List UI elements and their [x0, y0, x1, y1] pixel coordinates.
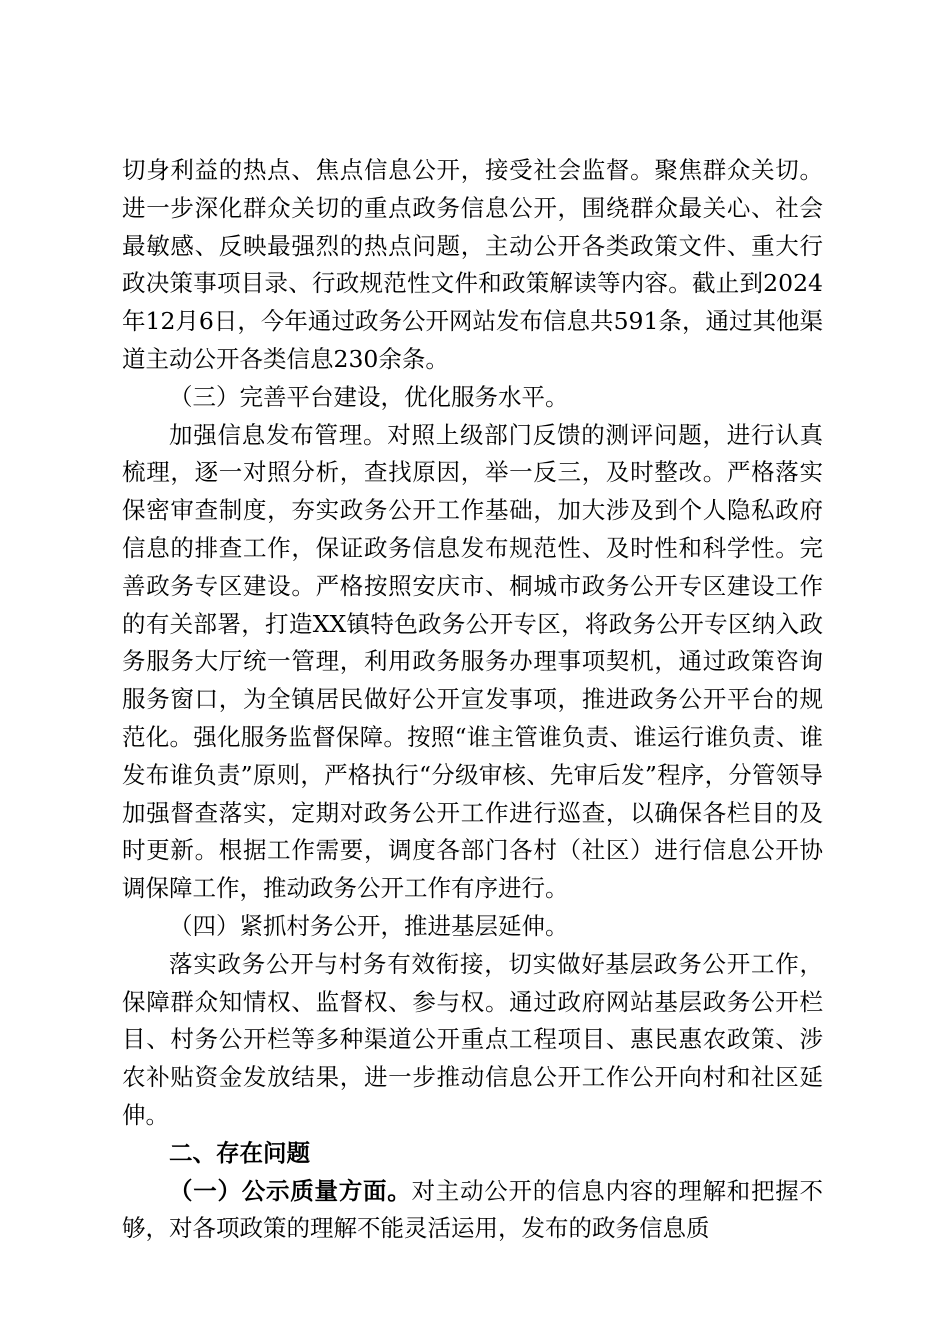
section-heading-2: 二、存在问题 — [169, 1138, 310, 1167]
subsection-heading-4: （四）紧抓村务公开，推进基层延伸。 — [169, 911, 569, 940]
body-paragraph: 切身利益的热点、焦点信息公开，接受社会监督。聚焦群众关切。进一步深化群众关切的重点政务信息公开，围绕群众最关心、社会最敏感、反映最强烈的热点问题，主动公开各类政策文件、重大行政决策事项目录、行政规范性文件和政策解读等内容。截止到2024年12月6日，今年通过政务公开网站发布信息共591条，通过其他渠道主动公开各类信息230余条。 — [122, 156, 823, 373]
body-paragraph: 加强信息发布管理。对照上级部门反馈的测评问题，进行认真梳理，逐一对照分析，查找原因，举一反三，及时整改。严格落实保密审查制度，夯实政务公开工作基础，加大涉及到个人隐私政府信息的排查工作，保证政务信息发布规范性、及时性和科学性。完善政务专区建设。严格按照安庆市、桐城市政务公开专区建设工作的有关部署，打造XX镇特色政务公开专区，将政务公开专区纳入政务服务大厅统一管理，利用政务服务办理事项契机，通过政策咨询服务窗口，为全镇居民做好公开宣发事项，推进政务公开平台的规范化。强化服务监督保障。按照“谁主管谁负责、谁运行谁负责、谁发布谁负责”原则，严格执行“分级审核、先审后发”程序，分管领导加强督查落实，定期对政务公开工作进行巡查，以确保各栏目的及时更新。根据工作需要，调度各部门各村（社区）进行信息公开协调保障工作，推动政务公开工作有序进行。 — [122, 420, 823, 903]
paragraph-lead-heading: （一）公示质量方面。 — [169, 1176, 412, 1205]
paragraph-body-text: 对主动公开的信息内容的理解和把握不够，对各项政策的理解不能灵活运用，发布的政务信息质 — [122, 1176, 823, 1243]
body-paragraph — [122, 1173, 823, 1249]
document-page — [122, 152, 823, 1248]
subsection-heading-3: （三）完善平台建设，优化服务水平。 — [169, 382, 569, 411]
body-paragraph: 落实政务公开与村务有效衔接，切实做好基层政务公开工作，保障群众知情权、监督权、参与权。通过政府网站基层政务公开栏目、村务公开栏等多种渠道公开重点工程项目、惠民惠农政策、涉农补贴资金发放结果，进一步推动信息公开工作公开向村和社区延伸。 — [122, 949, 823, 1129]
